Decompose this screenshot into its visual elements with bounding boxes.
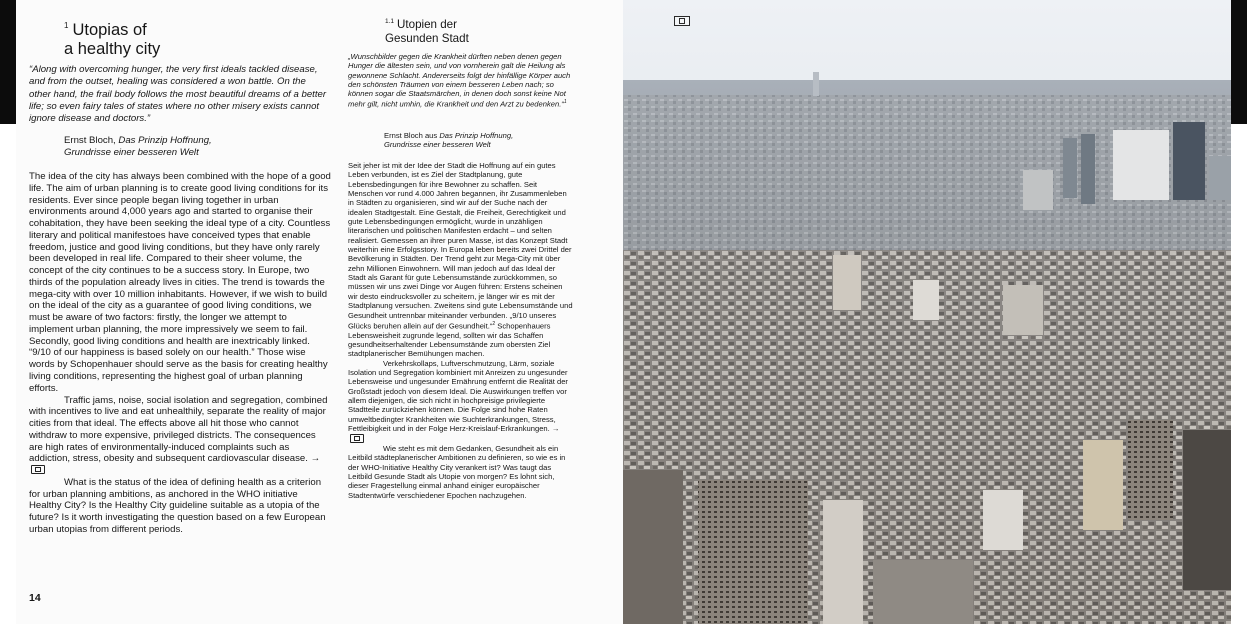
german-citation (384, 131, 513, 150)
english-title-line1: Utopias of (72, 21, 147, 39)
english-cite-author: Ernst Bloch, (64, 135, 116, 146)
german-cite-book: Das Prinzip Hoffnung, (439, 131, 514, 140)
english-paragraph-1: The idea of the city has always been combined with the hope of a good life. The aim of urban planning is to create good living conditions for its residents. Ever since people began living together in urban environments around 4,000 years ago and started to organise their cohabitation, they have been seeking the ideal type of a city. Countless literary and political manifestoes have conceived types that enable freedom, justice and good living conditions, but they have only rarely been developed in real life. Compared to their sheer volume, the concept of the city continues to be a success story. In Europe, two thirds of the population already lives in cities. The trend is towards the mega-city with over 10 million inhabitants. However, if we wish to build on the ideal of the city as a guarantee of good living conditions, we must be aware of two factors: firstly, the longer we attempt to implement urban planning, the more impressively we seem to fail. Secondly, good living conditions and health are inextricably linked. “9/10 of our happiness is based solely on our health.” Those wise words by Schopenhauer should serve as the basis for creating healthy living conditions, representing the highest goal of urban planning efforts. (29, 171, 331, 394)
english-title (64, 16, 160, 59)
english-body (29, 171, 332, 536)
page-number: 14 (29, 592, 41, 604)
english-paragraph-3: What is the status of the idea of defining health as a criterion for urban planning ambitions, as anchored in the WHO initiative Healthy City? Is the Healthy City guideline suitable as a utopia of the future? Is it worth investigating the question based on a few European urban utopias from different periods. (29, 476, 326, 535)
english-paragraph-2-text: Traffic jams, noise, social isolation and segregation, combined with incentives to live and eat unhealthily, separate the reality of major cities from that ideal. The effects above all hit those who cannot withdraw to more expensive, privileged districts. The consequences are high rates of environmentally-induced complaints such as addiction, stress, obesity and subsequent cardiovascular disease. → (29, 394, 328, 465)
german-cite-subtitle: Grundrisse einer besseren Welt (384, 140, 491, 150)
german-paragraph-1-tail: Schopenhauers Lebensweisheit zugrunde legend, sollten wir das Schaffen gesundheitserhaltender Lebensumstände zum obersten Ziel stadtplanerischer Bemühungen machen. (348, 321, 551, 359)
german-paragraph-2-text: Verkehrskollaps, Luftverschmutzung, Lärm, soziale Isolation und Segregation kombiniert mit Anreizen zu ungesunder Lebensweise und ungesunder Ernährung entfernt die Realität der Großstadt jedoch von diesem Ideal. Die Auswirkungen treffen vor allem diejenigen, die sich nicht in hochpreisige privilegierte Stadtteile zurückziehen können. Die Folge sind hohe Raten umweltbedingter Krankheiten wie Suchterkrankungen, Stress, Fettleibigkeit und in der Folge Herz-Kreislauf-Erkrankungen. → (348, 358, 568, 434)
photo-reference-icon (31, 465, 45, 474)
german-title-number: 1.1 (385, 18, 395, 25)
german-cite-author: Ernst Bloch aus (384, 131, 438, 140)
english-title-line2: a healthy city (64, 40, 161, 58)
city-aerial-photo (623, 0, 1231, 624)
german-title (385, 15, 469, 46)
german-paragraph-1 (348, 161, 573, 359)
english-cite-book: Das Prinzip Hoffnung, (118, 135, 212, 146)
german-body (348, 161, 573, 500)
german-paragraph-3: Wie steht es mit dem Gedanken, Gesundheit als ein Leitbild städteplanerischer Ambitionen zu definieren, so wie es in der WHO-Initiative Healthy City verankert ist? Was taugt das Leitbild Gesunde Stadt als Utopie von morgen? Es lohnt sich, dieser Fragestellung einmal anhand einiger europäischer Stadtentwürfe verschiedener Epochen nachzugehen. (348, 443, 566, 500)
german-epigraph (348, 52, 573, 109)
german-title-line1: Utopien der (397, 18, 457, 31)
english-citation (64, 135, 212, 160)
german-footnote-ref-1: 1 (563, 99, 567, 106)
german-title-line2: Gesunden Stadt (385, 32, 469, 45)
english-epigraph: “Along with overcoming hunger, the very first ideals tackled disease, and from the outset, healing was considered a won battle. On the other hand, the frail body follows the most beautiful dreams of a better life; so even fairy tales of states where no other misery exists cannot ignore disease and doctors.” (29, 64, 327, 125)
photo-reference-icon-de (350, 434, 364, 443)
english-paragraph-2 (29, 395, 332, 477)
right-page-edge (1231, 0, 1247, 124)
german-paragraph-1-text: Seit jeher ist mit der Idee der Stadt die Hoffnung auf ein gutes Leben verbunden, ist es Ziel der Stadtplanung, gute Lebensbedingungen für ihre Bewohner zu schaffen. Seit Menschen vor rund 4.000 Jahren begannen, ihr Zusammenleben in Städten zu organisieren, sind wir auf der Suche nach der idealen Stadtgestalt. Eine Gestalt, die Freiheit, Gerechtigkeit und gute Lebensbedingungen ermöglicht, wurde in unzähligen literarischen und politischen Manifesten erdacht – und selten realisiert. Gemessen an ihrer puren Masse, ist das Konzept Stadt weiterhin eine Erfolgsstory. In Europa leben bereits zwei Drittel der Bevölkerung in Städten. Der Trend geht zur Mega-City mit über zehn Millionen Einwohnern. Will man jedoch auf das Ideal der Stadt als Garant für gute Lebensumstände zurückkommen, so müssen wir uns zwei Dinge vor Augen führen: Erstens scheinen wir desto eindrucksvoller zu scheitern, je länger wir es mit der Stadtplanung versuchen. Zweitens sind gute Lebensumstände und Gesundheit untrennbar miteinander verbunden. „9/10 unseres Glücks beruhen allein auf der Gesundheit.“ (348, 161, 573, 331)
city-photo-illustration (623, 0, 1231, 624)
english-cite-subtitle: Grundrisse einer besseren Welt (64, 147, 199, 159)
left-page-edge (0, 0, 16, 124)
english-title-number: 1 (64, 21, 69, 30)
photo-credit-icon (674, 16, 690, 26)
german-paragraph-2 (348, 359, 573, 444)
german-epigraph-text: „Wunschbilder gegen die Krankheit dürften neben denen gegen Hunger die ältesten sein, und von vornherein galt die Heilung als gewonnene Schlacht. Andererseits folgt der hinfällige Körper auch den schönsten Träumen von einem besseren Leben nach; so können sogar die Staatsmärchen, in denen doch sonst keine Not mehr gilt, nicht umhin, die Krankheit und den Arzt zu bedenken.“ (348, 52, 571, 110)
german-footnote-ref-2: 2 (492, 320, 496, 327)
